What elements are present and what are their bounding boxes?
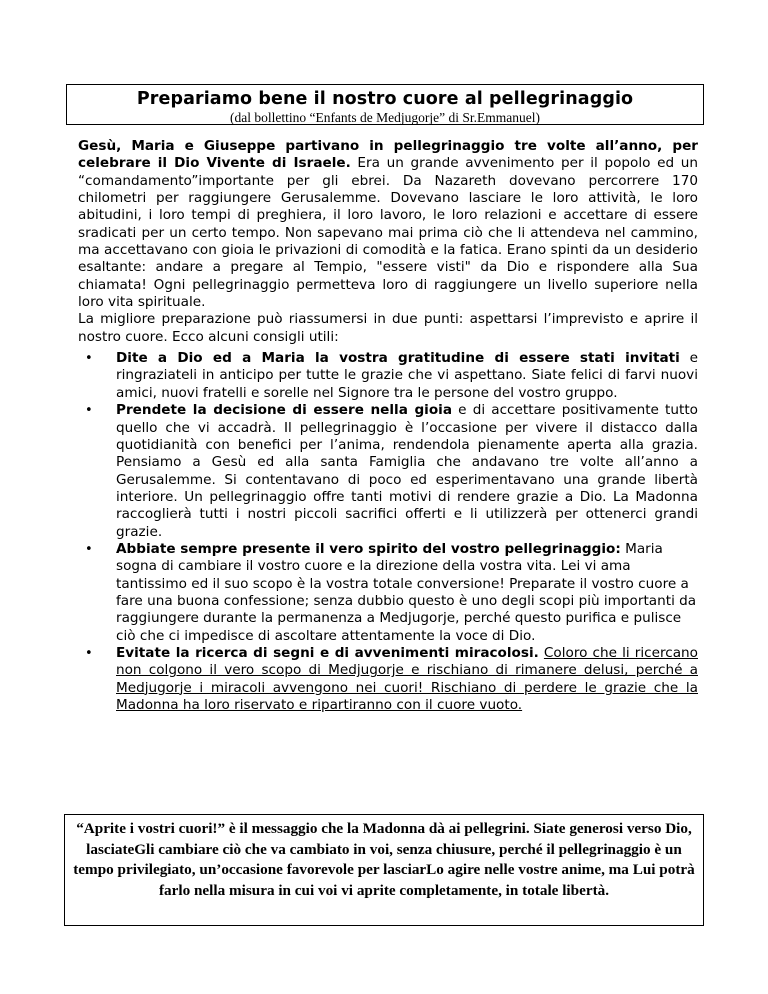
intro-paragraph: [78, 138, 698, 311]
list-item: [85, 402, 698, 541]
tips-list: [78, 350, 698, 714]
bullet-icon: •: [85, 403, 93, 419]
tip-text: e ringraziateli in anticipo per tutte le grazie che vi aspettano. Siate felici di farvi nuovi amici, nuovi fratelli e sorelle nel Signore tra le persone del vostro gruppo.: [116, 350, 699, 401]
preparation-paragraph: La migliore preparazione può riassumersi in due punti: aspettarsi l’imprevisto e aprire il nostro cuore. Ecco alcuni consigli utili:: [78, 311, 698, 345]
bullet-icon: •: [85, 541, 93, 557]
tip-underlined-text: Coloro che li ricercano non colgono il vero scopo di Medjugorje e rischiano di rimanere delusi, perché a Medjugorje i miracoli avvengono nei cuori! Rischiano di perdere le grazie che la Madonna ha loro riservato e ripartiranno con il cuore vuoto.: [116, 644, 698, 713]
intro-text: Era un grande avvenimento per il popolo ed un “comandamento”importante per gli ebrei. Da Nazareth dovevano percorrere 170 chilometri per raggiungere Gerusalemme. Dovevano lasciare le loro attività, le loro abitudini, i loro tempi di preghiera, il loro lavoro, le loro relazioni e accettare di essere sradicati per un certo tempo. Non sapevano mai prima ciò che li attendeva nel cammino, ma accettavano con gioia le privazioni di comodità e la fatica. Erano spinti da un desiderio esaltante: andare a pregare al Tempio, "essere visti" da Dio e rispondere alla Sua chiamata! Ogni pellegrinaggio permetteva loro di raggiungere un livello superiore nella loro vita spirituale.: [78, 155, 698, 311]
list-item: [85, 644, 698, 714]
closing-message: “Aprite i vostri cuori!” è il messaggio che la Madonna dà ai pellegrini. Siate generosi verso Dio, lasciateGli cambiare ciò che va cambiato in voi, senza chiusure, perché il pellegrinaggio è un tempo privilegiato, un’occasione favorevole per lasciarLo agire nelle vostre anime, ma Lui potrà farlo nella misura in cui voi vi aprite completamente, in totale libertà.: [73, 820, 695, 899]
tip-heading: Dite a Dio ed a Maria la vostra gratitudine di essere stati invitati: [116, 350, 680, 367]
tip-heading: Abbiate sempre presente il vero spirito del vostro pellegrinaggio:: [116, 540, 621, 557]
list-item: [85, 350, 699, 402]
page-subtitle: (dal bollettino “Enfants de Medjugorje” di Sr.Emmanuel): [229, 110, 541, 125]
bullet-icon: •: [85, 351, 93, 367]
intro-lead: Gesù, Maria e Giuseppe partivano in pellegrinaggio tre volte all’anno, per celebrare il Dio Vivente di Israele.: [78, 138, 698, 172]
tip-heading: Evitate la ricerca di segni e di avvenimenti miracolosi.: [116, 644, 539, 661]
tip-text: e di accettare positivamente tutto quello che vi accadrà. Il pellegrinaggio è l’occasione per vivere il distacco dalla quotidianità con benefici per l’anima, rendendola pienamente aperta alla grazia. Pensiamo a Gesù ed alla santa Famiglia che andavano tre volte all’anno a Gerusalemme. Si contentavano di poco ed esperimentavano una grande libertà interiore. Un pellegrinaggio offre tanti motivi di rendere grazie a Dio. La Madonna raccoglierà tutti i nostri piccoli sacrifici offerti e li utilizzerà per ottenerci grandi grazie.: [116, 402, 698, 540]
title-box: [66, 84, 704, 125]
page-title: Prepariamo bene il nostro cuore al pellegrinaggio: [136, 89, 634, 109]
tip-heading: Prendete la decisione di essere nella gioia: [116, 402, 453, 419]
bullet-icon: •: [85, 645, 93, 661]
list-item: [85, 540, 698, 645]
tip-text: Maria sogna di cambiare il vostro cuore e la direzione della vostra vita. Lei vi ama tantissimo ed il suo scopo è la vostra totale conversione! Preparate il vostro cuore a fare una buona confessione; senza dubbio questo è uno degli scopi più importanti da raggiungere durante la permanenza a Medjugorje, perché questo purifica e pulisce ciò che ci impedisce di ascoltare attentamente la voce di Dio.: [116, 540, 697, 644]
article-body: [78, 138, 698, 714]
closing-message-box: [64, 814, 704, 926]
